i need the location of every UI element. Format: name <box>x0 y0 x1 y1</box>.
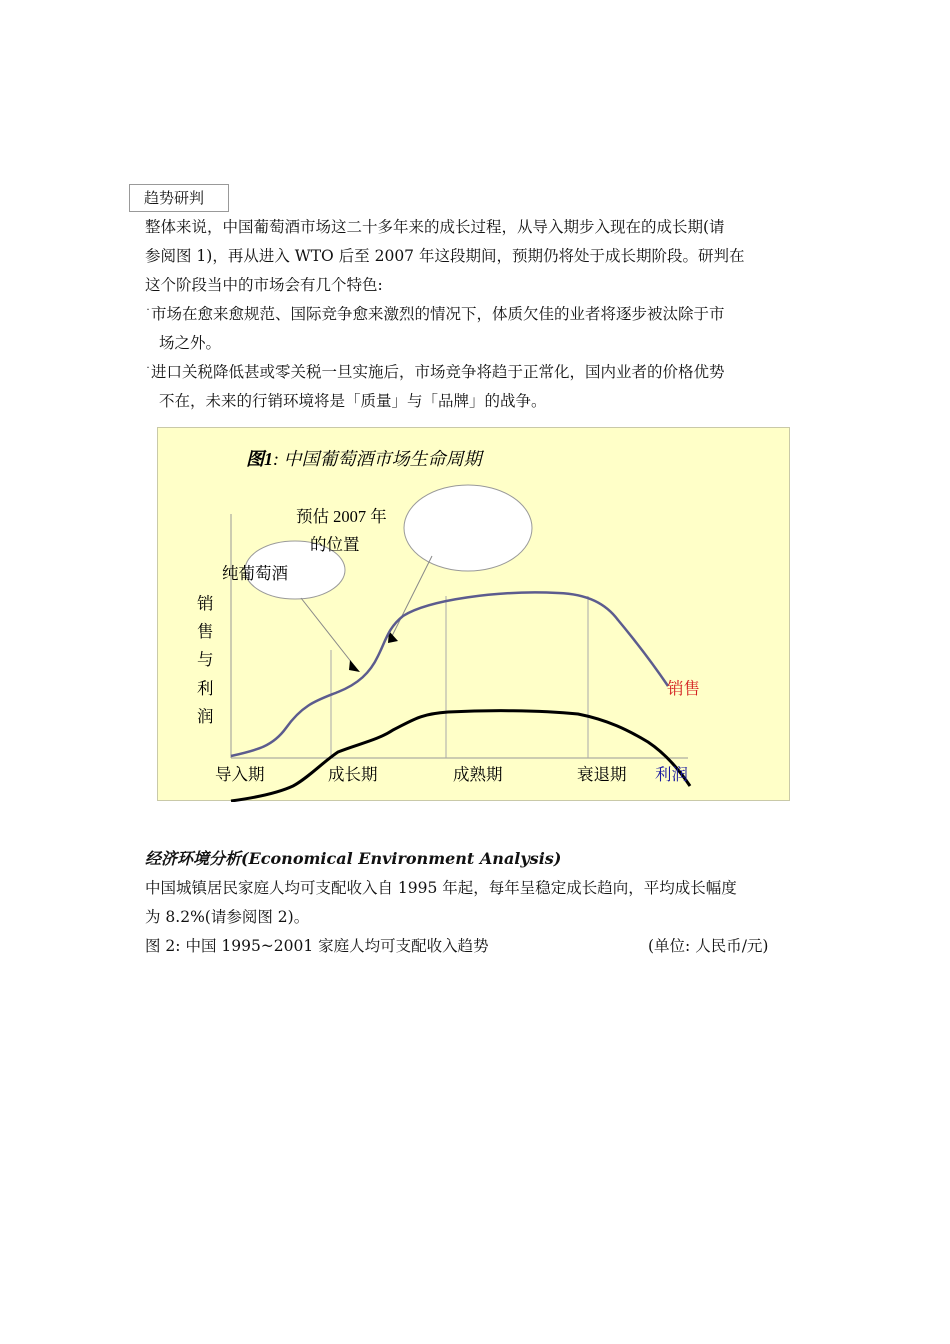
pointer-line-wine <box>301 598 356 668</box>
ylabel-char: 销 <box>197 594 214 613</box>
series-label-sales: 销售 <box>667 679 700 698</box>
stage-label-maturity: 成熟期 <box>453 765 503 784</box>
bullet-text-cont: 场之外。 <box>159 334 222 352</box>
series-label-profit: 利润 <box>655 765 688 784</box>
economic-heading: 经济环境分析(Economical Environment Analysis) <box>145 849 562 868</box>
bullet-text: 进口关税降低甚或零关税一旦实施后，市场竞争将趋于正常化，国内业者的价格优势 <box>151 363 725 381</box>
figure2-unit: (单位: 人民币/元) <box>648 937 769 955</box>
bullet-mark: ˙ <box>145 307 151 321</box>
callout-bubble-forecast <box>404 485 532 571</box>
pointer-line-forecast <box>392 556 432 636</box>
stage-label-growth: 成长期 <box>328 765 378 784</box>
bullet-item-1 <box>145 300 810 358</box>
intro-paragraph <box>145 213 810 300</box>
section-tag-trend: 趋势研判 <box>129 184 229 212</box>
economic-line-2: 为 8.2%(请参阅图 2)。 <box>145 908 310 926</box>
intro-line-2: 参阅图 1)，再从进入 WTO 后至 2007 年这段期间，预期仍将处于成长期阶段。研判在 <box>145 247 745 265</box>
ylabel-char: 售 <box>197 622 214 641</box>
lifecycle-svg <box>158 428 791 802</box>
sales-curve <box>231 592 668 756</box>
callout-forecast-line-1: 预估 2007 年 <box>296 507 387 526</box>
figure-lifecycle-diagram <box>157 427 790 801</box>
callout-forecast-line-2: 的位置 <box>310 535 360 554</box>
ylabel-char: 润 <box>197 707 214 726</box>
economic-line-1: 中国城镇居民家庭人均可支配收入自 1995 年起，每年呈稳定成长趋向，平均成长幅度 <box>145 879 737 897</box>
stage-label-intro: 导入期 <box>215 765 265 784</box>
figure-title-bold: 图1 <box>246 449 273 469</box>
intro-line-1: 整体来说，中国葡萄酒市场这二十多年来的成长过程，从导入期步入现在的成长期(请 <box>145 218 725 236</box>
callout-wine-label: 纯葡萄酒 <box>222 564 288 583</box>
arrow-head-icon <box>349 660 360 672</box>
stage-label-decline: 衰退期 <box>577 765 627 784</box>
bullet-text: 市场在愈来愈规范、国际竞争愈来激烈的情况下，体质欠佳的业者将逐步被汰除于市 <box>151 305 725 323</box>
bullet-item-2 <box>145 358 810 416</box>
bullet-text-cont: 不在，未来的行销环境将是「质量」与「品牌」的战争。 <box>159 392 547 410</box>
figure2-caption: 图 2: 中国 1995~2001 家庭人均可支配收入趋势 <box>145 937 489 955</box>
ylabel-char: 利 <box>197 679 214 698</box>
ylabel-char: 与 <box>197 650 214 669</box>
intro-line-3: 这个阶段当中的市场会有几个特色: <box>145 276 383 294</box>
figure-title-rest: : 中国葡萄酒市场生命周期 <box>273 449 482 469</box>
figure-title <box>246 449 484 469</box>
profit-curve <box>231 711 690 801</box>
bullet-mark: ˙ <box>145 365 151 379</box>
